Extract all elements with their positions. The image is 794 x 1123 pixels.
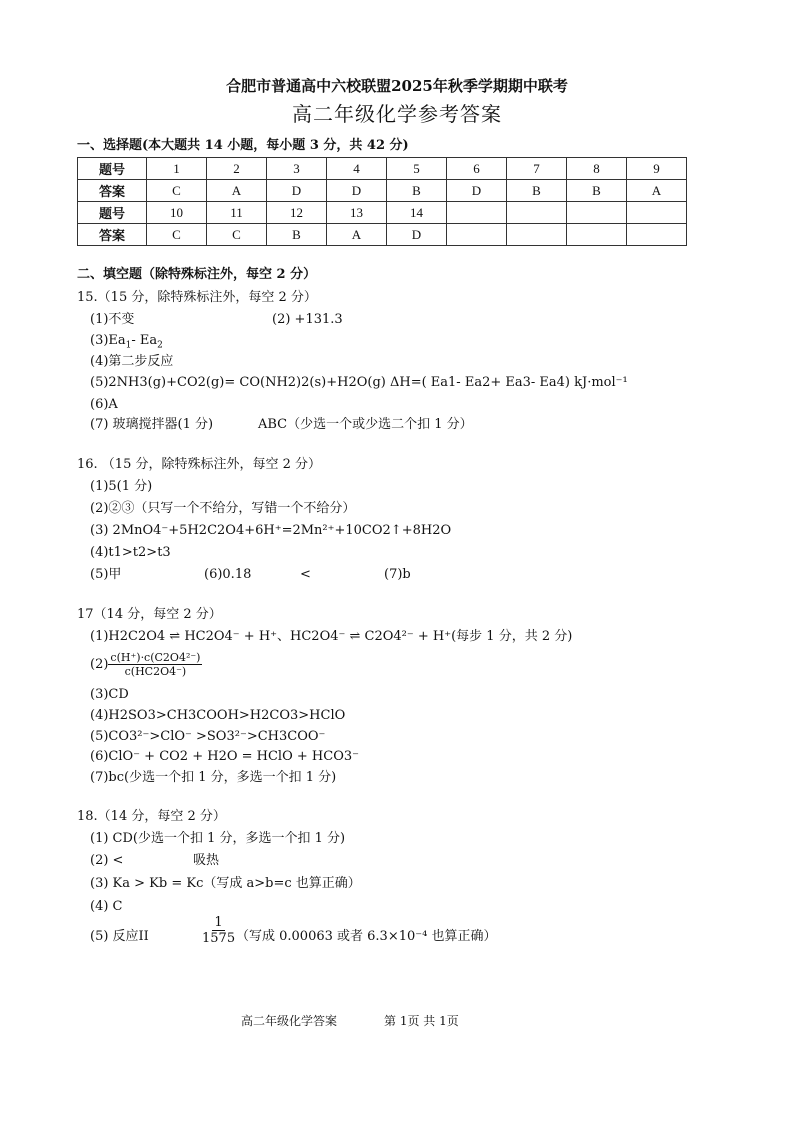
q16-answer-5: (5)甲 [90, 567, 122, 582]
table-cell: 10 [147, 202, 207, 224]
q18-answer-3: (3) Ka > Kb = Kc（写成 a>b=c 也算正确） [90, 876, 361, 891]
table-cell: 2 [207, 158, 267, 180]
q15-answer-1: (1)不变 [90, 312, 135, 327]
q15-heading: 15.（15 分，除特殊标注外，每空 2 分） [77, 290, 317, 305]
exam-title: 合肥市普通高中六校联盟2025年秋季学期期中联考 [226, 77, 568, 95]
table-row [78, 180, 687, 202]
answer-key-title: 高二年级化学参考答案 [292, 102, 502, 126]
q18-heading: 18.（14 分，每空 2 分） [77, 809, 226, 824]
q17-answer-2-label: (2) [90, 657, 109, 672]
table-row [78, 202, 687, 224]
table-cell [567, 224, 627, 246]
table-cell: 12 [267, 202, 327, 224]
q17-answer-4: (4)H2SO3>CH3COOH>H2CO3>HClO [90, 708, 346, 723]
q15-answer-3-mid: - Ea [131, 333, 158, 348]
table-cell [507, 224, 567, 246]
table-cell: C [147, 180, 207, 202]
q17-answer-2 [90, 652, 202, 677]
table-cell: 9 [627, 158, 687, 180]
table-cell: D [387, 224, 447, 246]
table-cell [627, 224, 687, 246]
k-fraction [200, 916, 237, 945]
row-label: 题号 [78, 158, 147, 180]
table-cell: 5 [387, 158, 447, 180]
table-cell: A [327, 224, 387, 246]
ka2-fraction [108, 652, 202, 677]
table-cell: 3 [267, 158, 327, 180]
table-cell [447, 224, 507, 246]
table-cell [627, 202, 687, 224]
table-cell: B [567, 180, 627, 202]
fraction-denominator: c(HC2O4⁻) [124, 665, 187, 678]
page-number: 第 1页 共 1页 [384, 1014, 459, 1028]
subscript: 1 [125, 340, 132, 351]
q15-answer-5: (5)2NH3(g)+CO2(g)= CO(NH2)2(s)+H2O(g) ΔH=( Ea1- Ea2+ Ea3- Ea4) kJ·mol⁻¹ [90, 375, 628, 390]
q16-answer-6: (6)0.18 [204, 567, 252, 582]
table-cell: 4 [327, 158, 387, 180]
q15-answer-3 [90, 334, 163, 351]
table-row [78, 158, 687, 180]
table-cell: 11 [207, 202, 267, 224]
table-cell: C [207, 224, 267, 246]
row-label: 答案 [78, 224, 147, 246]
table-cell: A [207, 180, 267, 202]
table-cell: 1 [147, 158, 207, 180]
table-cell: D [267, 180, 327, 202]
subscript: 2 [157, 340, 163, 351]
table-cell: B [267, 224, 327, 246]
section1-heading: 一、选择题(本大题共 14 小题，每小题 3 分，共 42 分) [77, 138, 409, 153]
q15-answer-2: (2) +131.3 [272, 312, 343, 327]
table-cell [447, 202, 507, 224]
q15-answer-7b: ABC（少选一个或少选二个扣 1 分） [258, 417, 473, 432]
q18-answer-4: (4) C [90, 899, 123, 914]
q16-answer-2: (2)②③（只写一个不给分，写错一个不给分） [90, 501, 356, 516]
q18-answer-5-value [200, 916, 237, 945]
q15-answer-6: (6)A [90, 397, 118, 412]
q17-answer-7: (7)bc(少选一个扣 1 分，多选一个扣 1 分) [90, 770, 337, 785]
table-cell: B [387, 180, 447, 202]
table-cell: D [327, 180, 387, 202]
q18-answer-1: (1) CD(少选一个扣 1 分，多选一个扣 1 分) [90, 831, 346, 846]
q16-answer-7: (7)b [384, 567, 411, 582]
row-label: 题号 [78, 202, 147, 224]
table-cell: B [507, 180, 567, 202]
section2-heading: 二、填空题（除特殊标注外，每空 2 分） [77, 267, 317, 282]
answer-table [77, 157, 687, 246]
table-cell: 7 [507, 158, 567, 180]
q18-answer-2b: 吸热 [193, 853, 220, 868]
fraction-numerator: c(H⁺)·c(C2O4²⁻) [110, 651, 201, 664]
table-cell: 6 [447, 158, 507, 180]
table-cell: C [147, 224, 207, 246]
table-row [78, 224, 687, 246]
q18-answer-5-label: (5) 反应II [90, 929, 149, 944]
table-cell: D [447, 180, 507, 202]
q17-answer-5: (5)CO3²⁻>ClO⁻ >SO3²⁻>CH3COO⁻ [90, 729, 326, 744]
fraction-denominator: 1575 [202, 931, 236, 946]
q15-answer-4: (4)第二步反应 [90, 354, 174, 369]
table-cell [567, 202, 627, 224]
q15-answer-3-pre: (3)Ea [90, 333, 126, 348]
q18-answer-2a: (2) < [90, 853, 124, 868]
table-cell: A [627, 180, 687, 202]
table-cell: 14 [387, 202, 447, 224]
table-cell: 13 [327, 202, 387, 224]
q17-heading: 17（14 分，每空 2 分） [77, 607, 222, 622]
q16-answer-3: (3) 2MnO4⁻+5H2C2O4+6H⁺=2Mn²⁺+10CO2↑+8H2O [90, 523, 452, 538]
q16-answer-4: (4)t1>t2>t3 [90, 545, 171, 560]
q17-answer-1: (1)H2C2O4 ⇌ HC2O4⁻ + H⁺、HC2O4⁻ ⇌ C2O4²⁻ + H⁺(每步 1 分，共 2 分) [90, 629, 573, 644]
q15-answer-7a: (7) 玻璃搅拌器(1 分) [90, 417, 214, 432]
table-cell: 8 [567, 158, 627, 180]
footer-title: 高二年级化学答案 [241, 1014, 338, 1028]
q17-answer-6: (6)ClO⁻ + CO2 + H2O = HClO + HCO3⁻ [90, 749, 359, 764]
q16-answer-6-relation: < [300, 567, 311, 582]
q16-answer-1: (1)5(1 分) [90, 479, 153, 494]
fraction-numerator: 1 [214, 915, 223, 930]
q18-answer-5-note: （写成 0.00063 或者 6.3×10⁻⁴ 也算正确） [236, 929, 497, 944]
row-label: 答案 [78, 180, 147, 202]
table-cell [507, 202, 567, 224]
q17-answer-3: (3)CD [90, 687, 129, 702]
q16-heading: 16. （15 分，除特殊标注外，每空 2 分） [77, 457, 322, 472]
